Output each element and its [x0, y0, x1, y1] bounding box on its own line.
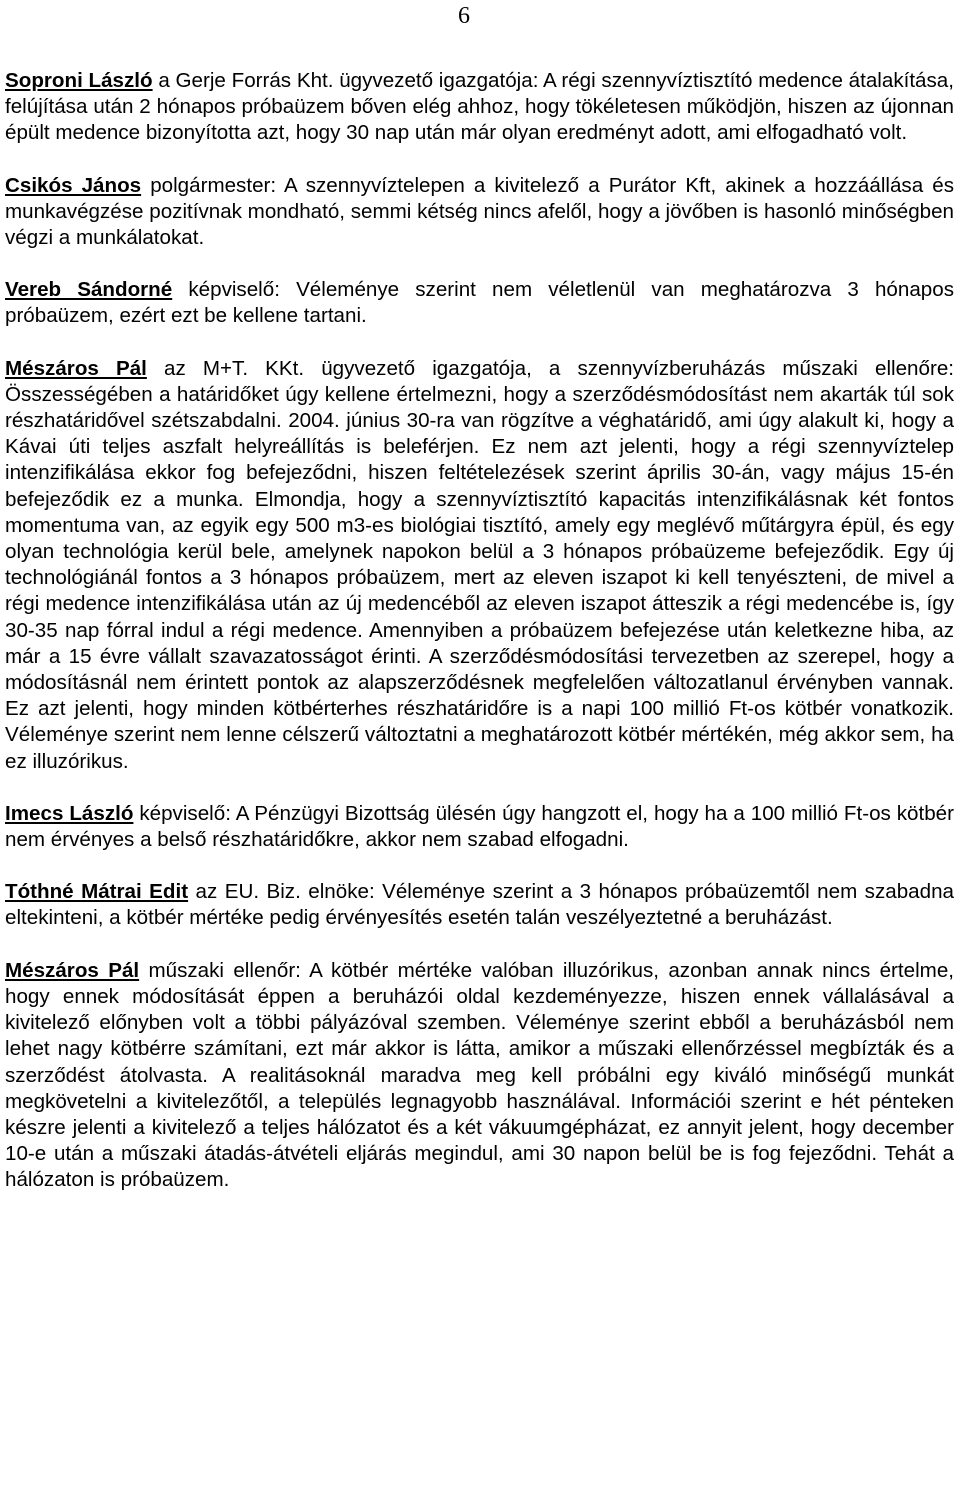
paragraph-csikos: [5, 173, 954, 252]
speaker-name: Csikós János: [5, 173, 142, 197]
paragraph-soproni: [5, 68, 954, 147]
speaker-name: Mészáros Pál: [5, 958, 140, 982]
speaker-name: Tóthné Mátrai Edit: [5, 880, 189, 904]
paragraph-text: a Gerje Forrás Kht. ügyvezető igazgatója: A régi szennyvíztisztító medence átalakítása, felújítása után 2 hónapos próbaüzem bőven elég ahhoz, hogy tökéletesen működjön, hiszen az újonnan épült medence bizonyította azt, hogy 30 nap után már olyan eredményt adott, ami elfogadható volt.: [5, 69, 954, 145]
speaker-name: Soproni László: [5, 69, 153, 92]
paragraph-meszaros-2: [5, 958, 954, 1194]
paragraph-text: műszaki ellenőr: A kötbér mértéke valóban illuzórikus, azonban annak nincs értelme, hogy ennek módosítását éppen a beruházói oldal kezdeményezze, hiszen ennek vállalásával a kivitelező előnyben volt a többi pályázóval szemben. Véleménye szerint ebből a beruházásból nem lehet nagy kötbérre számítani, ezt már akkor is látta, amikor a műszaki ellenőrzéssel megbízták és a szerződést átolvasta. A realitásoknál maradva meg kell próbálni egy kiváló minőségű munkát megkövetelni a kivitelezőtől, a település legnagyobb használával. Információi szerint e hét pénteken készre jelenti a kivitelező a teljes hálózatot és a két vákuumgépházat, ez annyit jelent, hogy december 10-e után a műszaki átadás-átvételi eljárás megindul, ami 30 napon belül be is fog fejeződni. Tehát a hálózaton is próbaüzem.: [5, 958, 954, 1192]
page-number: 6: [458, 3, 470, 29]
speaker-name: Imecs László: [5, 801, 134, 825]
paragraph-imecs: [5, 801, 954, 853]
paragraph-text: polgármester: A szennyvíztelepen a kivitelező a Purátor Kft, akinek a hozzáállása és munkavégzése pozitívnak mondható, semmi kétség nincs afelől, hogy a jövőben is hasonló minőségben végzi a munkálatokat.: [5, 173, 955, 250]
document-body: [5, 68, 954, 1220]
paragraph-text: az EU. Biz. elnöke: Véleménye szerint a 3 hónapos próbaüzemtől nem szabadna eltekinteni, a kötbér mértéke pedig érvényesítés esetén talán veszélyeztetné a beruházást.: [5, 880, 954, 930]
speaker-name: Vereb Sándorné: [5, 278, 173, 302]
paragraph-text: az M+T. KKt. ügyvezető igazgatója, a szennyvízberuházás műszaki ellenőre: Összességében a határidőket úgy kellene értelmezni, hogy a szerződésmódosítást nem akarták túl sok részhatáridővel szétszabdalni. 2004. június 30-ra van rögzítve a véghatáridő, ami úgy alakult ki, hogy a Kávai úti teljes aszfalt helyreállítás is beleférjen. Ez nem azt jelenti, hogy a régi szennyvíztelep intenzifikálása ekkor fog befejeződni, hiszen feltételezések szerint április 30-án, vagy május 15-én befejeződik ez a munka. Elmondja, hogy a szennyvíztisztító kapacitás intenzifikálásnak két fontos momentuma van, az egyik egy 500 m3-es biológiai tisztító, amely egy meglévő műtárgyra épül, és egy olyan technológia kerül bele, amelynek napokon belül a 3 hónapos próbaüzeme befejeződik. Egy új technológiánál fontos a 3 hónapos próbaüzem, mert az eleven iszapot ki kell tenyészteni, de mivel a régi medence intenzifikálása után az új medencéből az eleven iszapot átteszik a régi medencébe is, így 30-35 nap fórral indul a régi medence. Amennyiben a próbaüzem befejezése után keletkezne hiba, az már a 15 évre vállalt szavazatosságot érinti. A szerződésmódosítási tervezetben az szerepel, hogy a módosításnál nem érintett pontok az alapszerződésnek megfelelően változatlanul érvényben vannak. Ez azt jelenti, hogy minden kötbérterhes részhatáridőre is a napi 100 millió Ft-os kötbér vonatkozik. Véleménye szerint nem lenne célszerű változtatni a meghatározott kötbér mértékén, még akkor sem, ha ez illuzórikus.: [5, 356, 954, 773]
paragraph-tothne: [5, 879, 954, 931]
paragraph-text: képviselő: A Pénzügyi Bizottság ülésén úgy hangzott el, hogy ha a 100 millió Ft-os kötbér nem érvényes a belső részhatáridőkre, akkor nem szabad elfogadni.: [5, 801, 954, 852]
paragraph-vereb: [5, 277, 954, 329]
paragraph-meszaros-1: [5, 356, 954, 775]
speaker-name: Mészáros Pál: [5, 356, 147, 380]
paragraph-text: képviselő: Véleménye szerint nem véletlenül van meghatározva 3 hónapos próbaüzem, ezért ezt be kellene tartani.: [5, 278, 954, 328]
